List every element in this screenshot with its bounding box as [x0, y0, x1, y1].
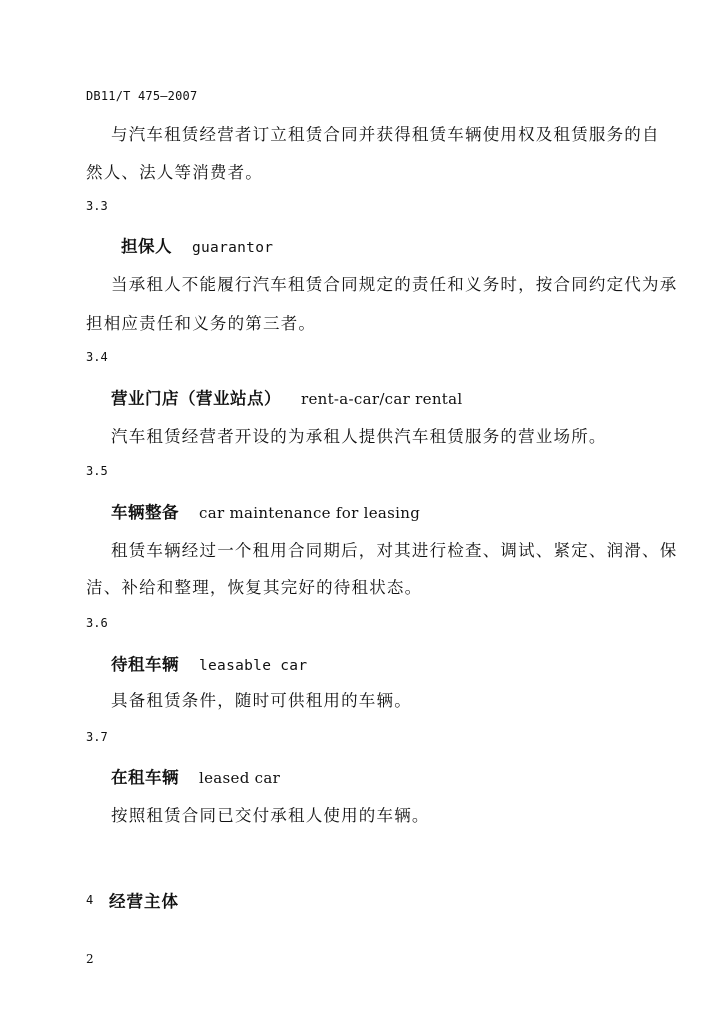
term-chinese: 担保人: [121, 237, 172, 256]
definition-line: 担相应责任和义务的第三者。: [86, 314, 317, 333]
section-number: 3.6: [86, 616, 108, 630]
section-number: 3.3: [86, 199, 108, 213]
term-english: rent-a-car/car rental: [301, 390, 463, 408]
term-chinese: 营业门店（营业站点）: [111, 389, 281, 408]
term-english: guarantor: [192, 240, 274, 256]
definition-line: 洁、补给和整理，恢复其完好的待租状态。: [86, 578, 423, 597]
term-heading: [111, 651, 307, 675]
intro-line-1: 与汽车租赁经营者订立租赁合同并获得租赁车辆使用权及租赁服务的自: [111, 125, 660, 144]
term-english: leasable car: [199, 658, 308, 674]
definition-line: 当承租人不能履行汽车租赁合同规定的责任和义务时，按合同约定代为承: [111, 275, 678, 294]
standard-code-header: DB11/T 475—2007: [86, 89, 198, 103]
term-heading: [111, 499, 420, 523]
term-english: leased car: [199, 769, 281, 787]
term-heading: [111, 385, 462, 409]
section-number: 3.5: [86, 464, 108, 478]
definition-line: 具备租赁条件，随时可供租用的车辆。: [111, 691, 412, 710]
page-number: 2: [86, 952, 94, 966]
definition-line: 汽车租赁经营者开设的为承租人提供汽车租赁服务的营业场所。: [111, 427, 607, 446]
chapter-number: 4: [86, 893, 94, 907]
definition-line: 按照租赁合同已交付承租人使用的车辆。: [111, 806, 430, 825]
intro-line-2: 然人、法人等消费者。: [86, 163, 263, 182]
term-english: car maintenance for leasing: [199, 504, 421, 522]
term-heading: [111, 764, 280, 788]
section-number: 3.4: [86, 350, 108, 364]
term-chinese: 待租车辆: [111, 655, 179, 674]
chapter-title: 经营主体: [109, 892, 179, 911]
term-chinese: 在租车辆: [111, 768, 179, 787]
term-heading: [121, 233, 273, 257]
definition-line: 租赁车辆经过一个租用合同期后，对其进行检查、调试、紧定、润滑、保: [111, 541, 678, 560]
term-chinese: 车辆整备: [111, 503, 179, 522]
section-number: 3.7: [86, 730, 108, 744]
